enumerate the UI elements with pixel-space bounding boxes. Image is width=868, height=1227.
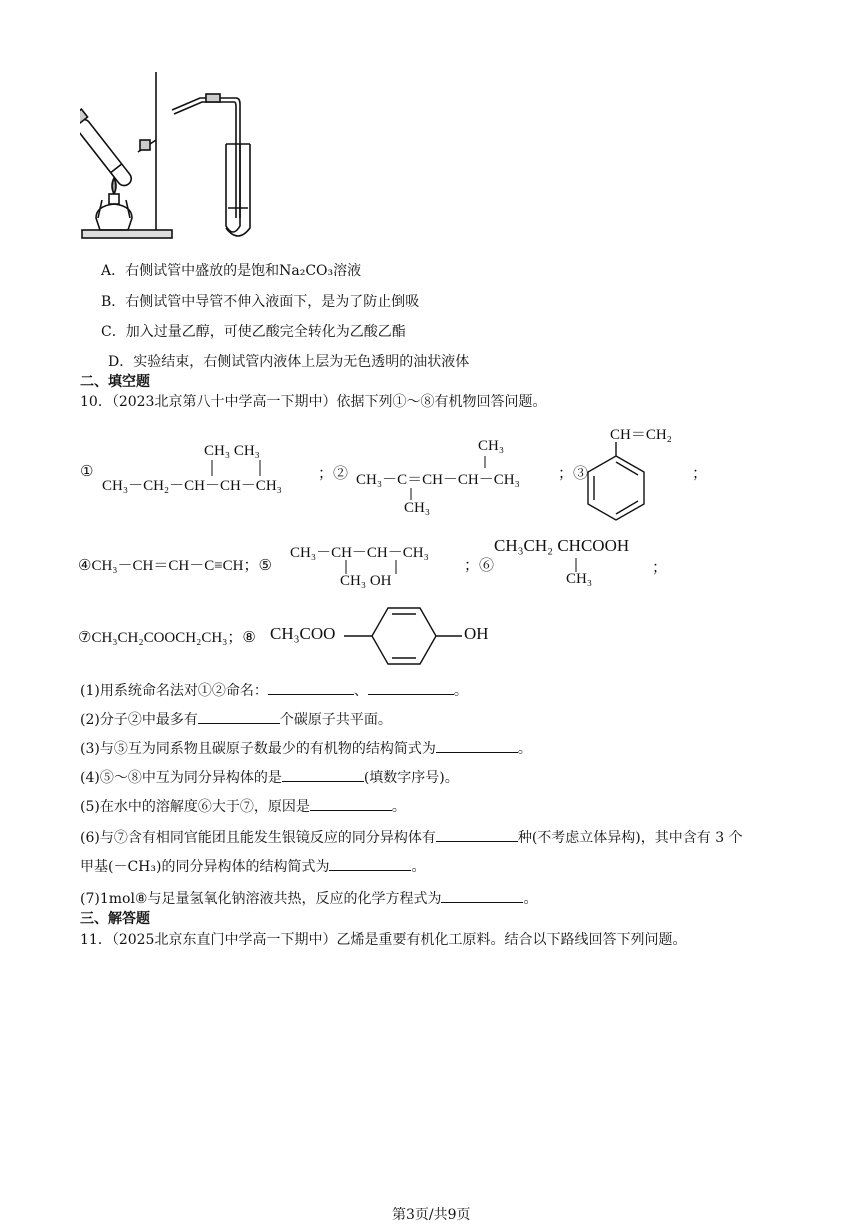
compound-6-label: ；⑥	[464, 558, 495, 574]
section-heading-answer: 三、解答题	[80, 911, 150, 927]
sub-question-1: (1)用系统命名法对①②命名： 、 。	[80, 683, 468, 699]
answer-blank[interactable]	[368, 682, 454, 695]
compound-3-vinyl: CH＝CH₂	[610, 427, 672, 443]
compound-5-chain: CH₃－CH－CH－CH₃	[290, 545, 429, 561]
compound-6-chain: CH₃CH₂ CHCOOH	[494, 536, 630, 555]
benzene-ring-3	[584, 440, 656, 524]
question-10-stem: 10．（2023北京第八十中学高一下期中）依据下列①～⑧有机物回答问题。	[80, 394, 547, 410]
compound-5-substituents: CH₃ OH	[340, 573, 392, 589]
benzene-ring-8	[344, 598, 468, 674]
compound-2-bonds	[405, 454, 495, 502]
option-a: A．右侧试管中盛放的是饱和Na₂CO₃溶液	[101, 263, 362, 279]
compound-6-branch: CH₃	[566, 571, 593, 587]
sub-question-6: (6)与⑦含有相同官能团且能发生银镜反应的同分异构体有 种(不考虑立体异构)，其中含有 3 个	[80, 830, 743, 846]
row2-semicolon: ；	[652, 560, 668, 576]
compound-7: ⑦CH₃CH₂COOCH₂CH₃；⑧	[78, 630, 256, 646]
compound-2-label: ；②	[318, 466, 349, 482]
compound-2-chain: CH₃－C＝CH－CH－CH₃	[356, 472, 520, 488]
compound-1-chain: CH₃－CH₂－CH－CH－CH₃	[102, 478, 282, 494]
compound-3-label: ；③	[558, 466, 589, 482]
page-footer: 第3页/共9页	[392, 1207, 471, 1223]
compound-2-branch-top: CH₃	[478, 438, 505, 454]
esterification-apparatus	[80, 68, 260, 246]
compound-8-hydroxyl: OH	[464, 624, 489, 643]
question-11-stem: 11．（2025北京东直门中学高一下期中）乙烯是重要有机化工原料。结合以下路线回答下列问题。	[80, 932, 687, 948]
answer-blank[interactable]	[310, 798, 392, 811]
compound-1-branches: CH₃ CH₃	[204, 443, 260, 459]
compound-1-bonds	[200, 458, 270, 478]
sub-question-7: (7)1mol⑧与足量氢氧化钠溶液共热，反应的化学方程式为 。	[80, 891, 538, 907]
answer-blank[interactable]	[436, 740, 518, 753]
answer-blank[interactable]	[282, 769, 364, 782]
option-b: B．右侧试管中导管不伸入液面下，是为了防止倒吸	[101, 294, 420, 310]
sub-question-5: (5)在水中的溶解度⑥大于⑦，原因是 。	[80, 799, 406, 815]
sub-question-6-cont: 甲基(－CH₃)的同分异构体的结构简式为 。	[80, 859, 426, 875]
answer-blank[interactable]	[436, 829, 518, 842]
option-d: D．实验结束，右侧试管内液体上层为无色透明的油状液体	[108, 354, 470, 370]
answer-blank[interactable]	[441, 890, 523, 903]
compound-1-label: ①	[80, 464, 94, 480]
compound-5-bonds	[340, 558, 410, 576]
sub-question-3: (3)与⑤互为同系物且碳原子数最少的有机物的结构简式为 。	[80, 741, 532, 757]
compound-8-ester: CH₃COO	[270, 624, 336, 643]
answer-blank[interactable]	[329, 858, 411, 871]
row1-semicolon: ；	[692, 466, 708, 482]
compound-2-branch-bottom: CH₃	[404, 500, 431, 516]
section-heading-fill: 二、填空题	[80, 374, 150, 390]
answer-blank[interactable]	[198, 711, 280, 724]
answer-blank[interactable]	[268, 682, 354, 695]
sub-question-2: (2)分子②中最多有 个碳原子共平面。	[80, 712, 392, 728]
compound-6-bonds	[572, 556, 582, 574]
compound-4: ④CH₃－CH＝CH－C≡CH；⑤	[78, 558, 272, 574]
option-c: C．加入过量乙醇，可使乙酸完全转化为乙酸乙酯	[101, 324, 406, 340]
sub-question-4: (4)⑤～⑧中互为同分异构体的是 (填数字序号)。	[80, 770, 459, 786]
